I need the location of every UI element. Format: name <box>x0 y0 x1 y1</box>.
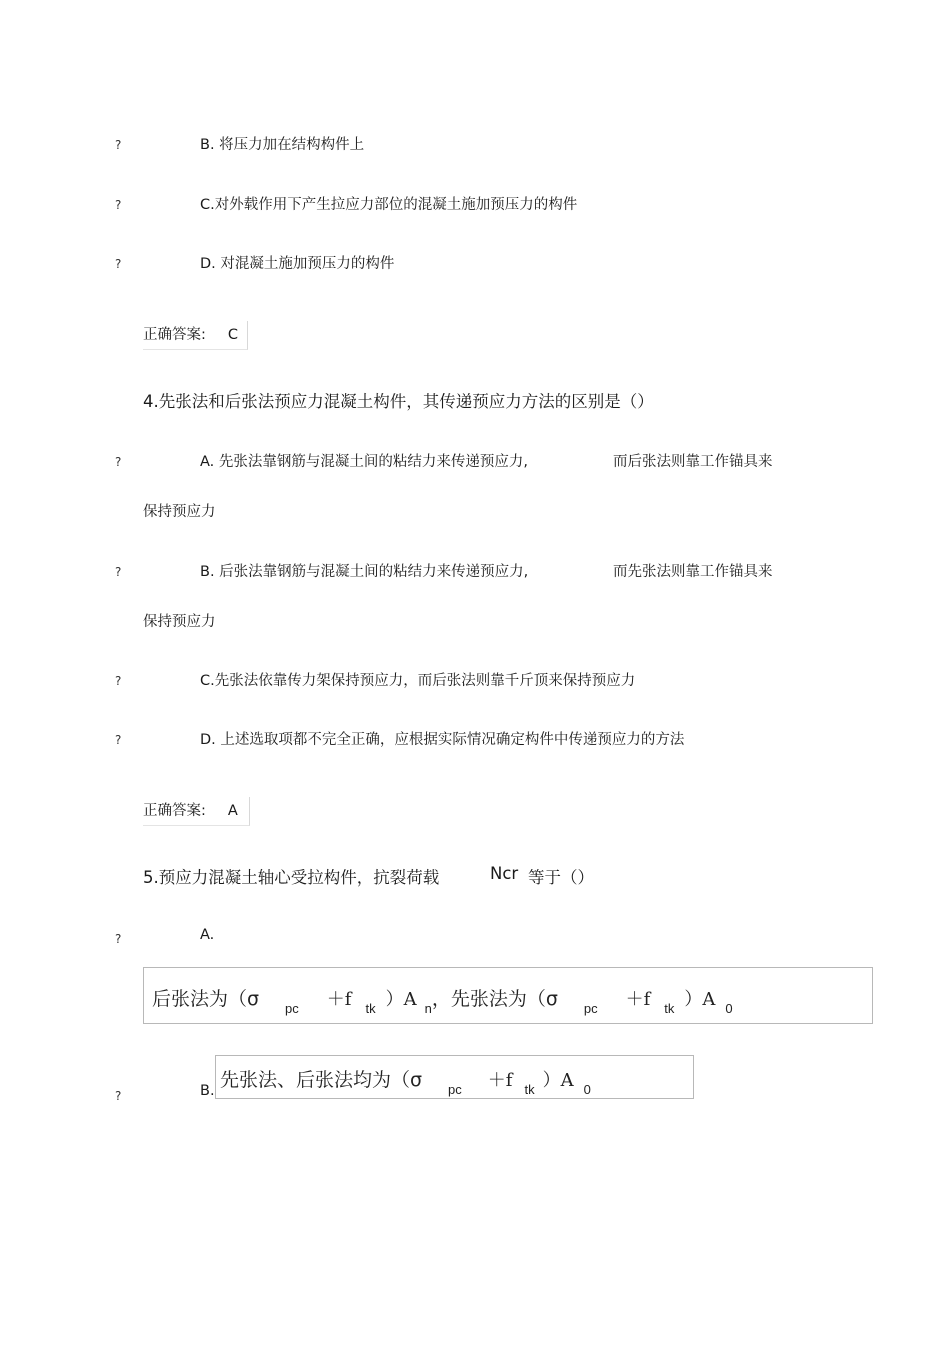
formula-text: 先张法、后张法均为（σ <box>220 1069 423 1091</box>
bullet-q3-c: ? <box>115 198 122 212</box>
q5-option-a-formula <box>143 967 873 1024</box>
bullet-q5-b: ? <box>115 1089 122 1103</box>
q5-title-part2: 等于（） <box>528 868 594 887</box>
answer-value: C <box>227 327 239 343</box>
q4-option-d: D. 上述选取项都不完全正确，应根据实际情况确定构件中传递预应力的方法 <box>200 732 685 748</box>
q4-option-a-part2: 而后张法则靠工作锚具来 <box>613 454 773 470</box>
formula-sub: tk <box>664 1001 675 1016</box>
formula-sub: 0 <box>725 1001 733 1016</box>
q5-option-b-label: B. <box>200 1083 215 1099</box>
q5-option-b-formula <box>215 1055 694 1099</box>
bullet-q4-c: ? <box>115 674 122 688</box>
bullet-q3-b: ? <box>115 138 122 152</box>
q4-option-b-part2: 而先张法则靠工作锚具来 <box>613 564 773 580</box>
bullet-q3-d: ? <box>115 257 122 271</box>
q4-option-b-cont: 保持预应力 <box>143 614 216 630</box>
q5-title-part1: 5.预应力混凝土轴心受拉构件，抗裂荷载 <box>143 868 440 887</box>
formula-text: 后张法为（σ <box>152 988 260 1010</box>
q5-title-ncr: Ncr <box>490 864 519 883</box>
formula-sub: pc <box>583 1001 598 1016</box>
formula-text: ）A <box>684 989 716 1010</box>
q3-answer-box <box>143 321 248 350</box>
q4-option-b-part1: B. 后张法靠钢筋与混凝土间的粘结力来传递预应力, <box>200 564 529 580</box>
formula-text: ＋f <box>326 989 352 1010</box>
q4-answer-box <box>143 797 250 826</box>
answer-label: 正确答案: <box>143 327 206 343</box>
q3-option-c: C.对外载作用下产生拉应力部位的混凝土施加预压力的构件 <box>200 197 578 213</box>
answer-value: A <box>227 803 238 819</box>
formula-sub: pc <box>285 1001 299 1016</box>
formula-sub: 0 <box>583 1082 591 1097</box>
formula-text: ，先张法为（σ <box>431 988 558 1010</box>
q4-option-a-part1: A. 先张法靠钢筋与混凝土间的粘结力来传递预应力, <box>200 454 528 470</box>
bullet-q5-a: ? <box>115 932 122 946</box>
formula-text: ＋f <box>625 989 651 1010</box>
bullet-q4-b: ? <box>115 565 122 579</box>
q3-option-d: D. 对混凝土施加预压力的构件 <box>200 256 395 272</box>
q3-option-b: B. 将压力加在结构构件上 <box>200 137 365 153</box>
q4-title: 4.先张法和后张法预应力混凝土构件，其传递预应力方法的区别是（） <box>143 392 654 411</box>
q4-option-c: C.先张法依靠传力架保持预应力，而后张法则靠千斤顶来保持预应力 <box>200 673 636 689</box>
bullet-q4-d: ? <box>115 733 122 747</box>
formula-sub: pc <box>448 1082 462 1097</box>
q4-option-a-cont: 保持预应力 <box>143 504 216 520</box>
formula-text: ）A <box>385 989 417 1010</box>
formula-sub: tk <box>524 1082 535 1097</box>
formula-text: ）A <box>542 1070 574 1091</box>
formula-sub: tk <box>365 1001 376 1016</box>
formula-sub: n <box>424 1001 432 1016</box>
formula-text: ＋f <box>487 1070 513 1091</box>
bullet-q4-a: ? <box>115 455 122 469</box>
answer-label: 正确答案: <box>143 803 206 819</box>
q5-option-a-label: A. <box>200 927 215 943</box>
